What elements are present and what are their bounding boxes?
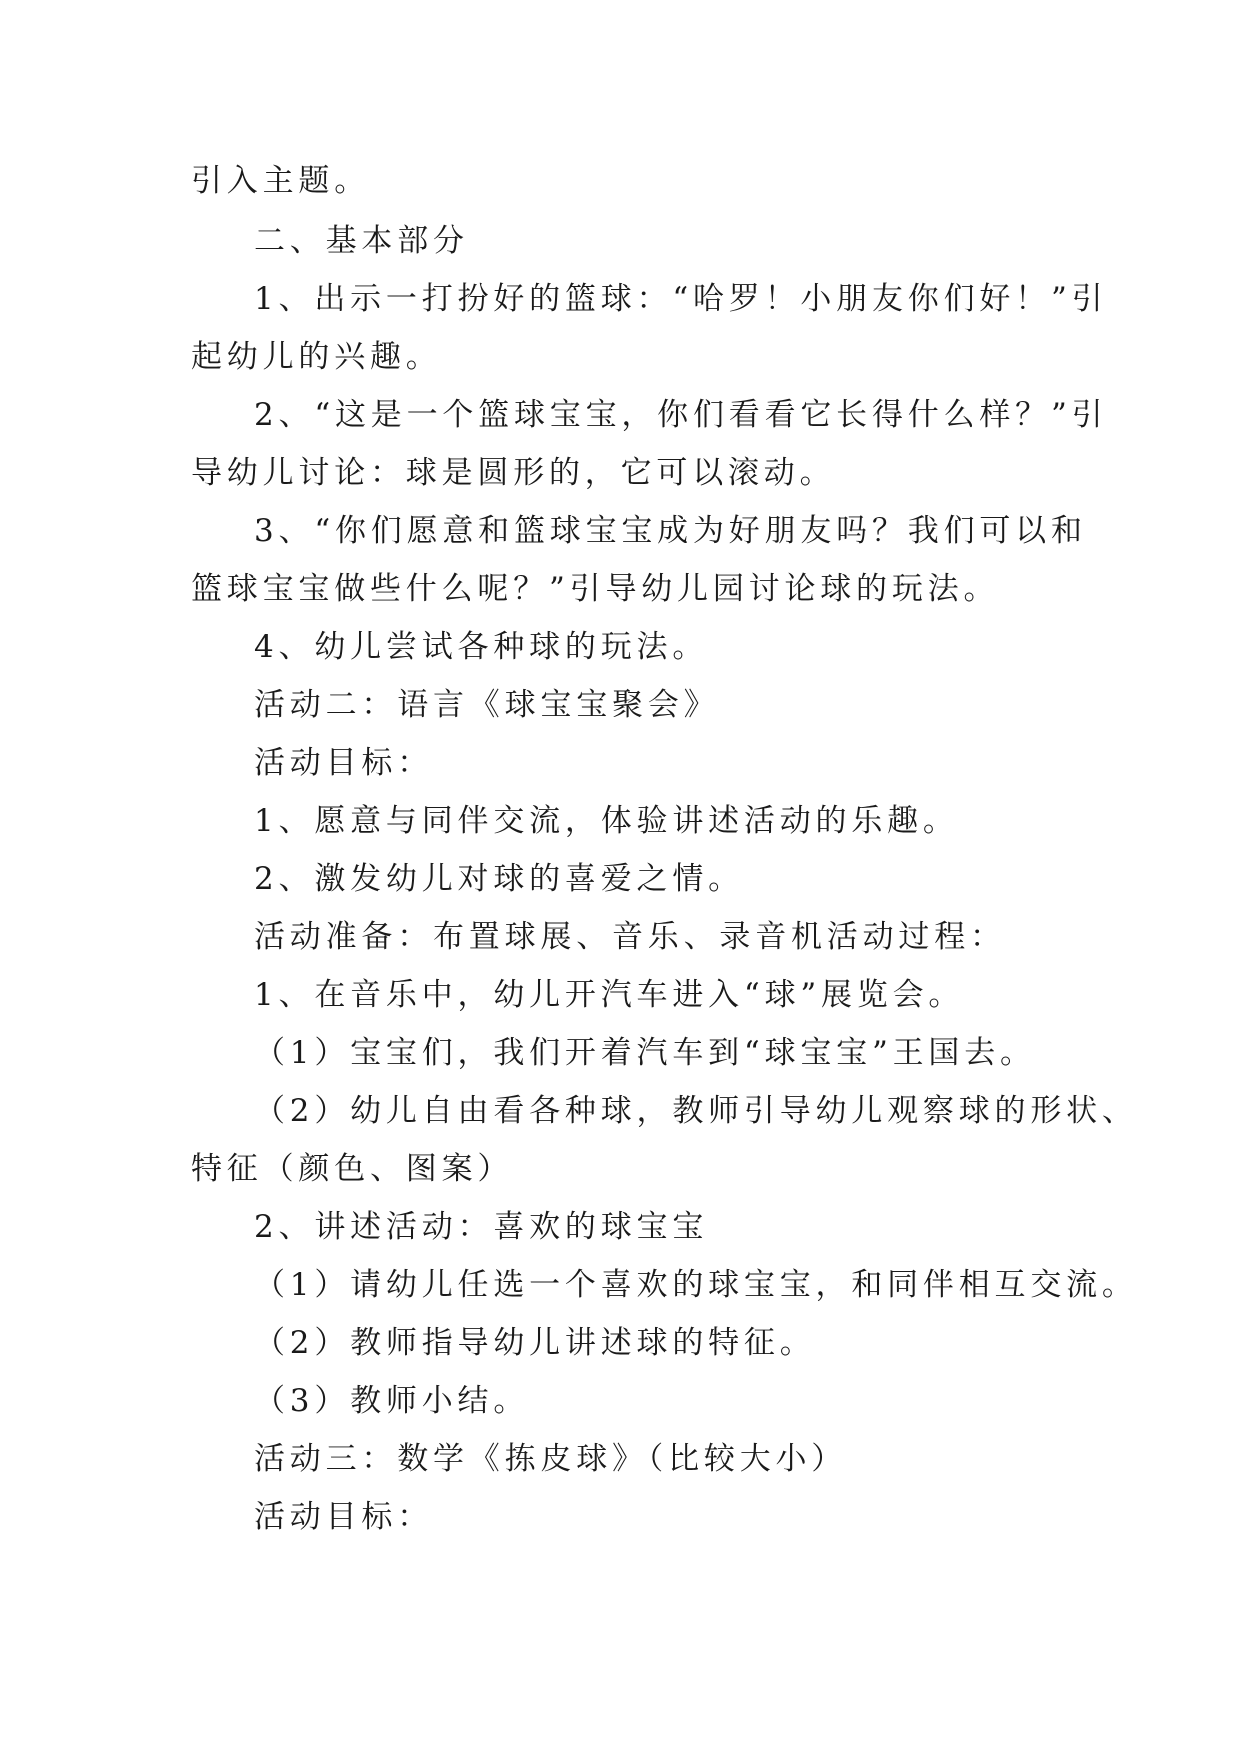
text-line: 导幼儿讨论：球是圆形的，它可以滚动。 <box>191 455 836 491</box>
text-line: 2、激发幼儿对球的喜爱之情。 <box>254 861 744 897</box>
text-line: （2）教师指导幼儿讲述球的特征。 <box>254 1325 816 1361</box>
section-heading: 二、基本部分 <box>254 223 469 259</box>
text-line: 特征（颜色、图案） <box>191 1151 514 1187</box>
text-line: 2、讲述活动：喜欢的球宝宝 <box>254 1209 709 1245</box>
text-line: 引入主题。 <box>191 163 370 199</box>
text-line: 活动准备：布置球展、音乐、录音机活动过程： <box>254 919 1006 955</box>
text-line: （3）教师小结。 <box>254 1383 530 1419</box>
text-line: （1）宝宝们，我们开着汽车到“球宝宝”王国去。 <box>254 1035 1036 1071</box>
activity-heading: 活动二：语言《球宝宝聚会》 <box>254 687 720 723</box>
text-line: 活动目标： <box>254 745 433 781</box>
text-line: 1、出示一打扮好的篮球：“哈罗！小朋友你们好！”引 <box>254 281 1108 317</box>
text-line: （1）请幼儿任选一个喜欢的球宝宝，和同伴相互交流。 <box>254 1267 1138 1303</box>
activity-heading: 活动三：数学《拣皮球》（比较大小） <box>254 1441 848 1477</box>
text-line: 1、愿意与同伴交流，体验讲述活动的乐趣。 <box>254 803 959 839</box>
text-line: 起幼儿的兴趣。 <box>191 339 442 375</box>
text-line: （2）幼儿自由看各种球，教师引导幼儿观察球的形状、 <box>254 1093 1138 1129</box>
text-line: 1、在音乐中，幼儿开汽车进入“球”展览会。 <box>254 977 965 1013</box>
text-line: 篮球宝宝做些什么呢？”引导幼儿园讨论球的玩法。 <box>191 571 1000 607</box>
text-line: 活动目标： <box>254 1499 433 1535</box>
text-line: 3、“你们愿意和篮球宝宝成为好朋友吗？我们可以和 <box>254 513 1087 549</box>
text-line: 4、幼儿尝试各种球的玩法。 <box>254 629 709 665</box>
text-line: 2、“这是一个篮球宝宝，你们看看它长得什么样？”引 <box>254 397 1108 433</box>
